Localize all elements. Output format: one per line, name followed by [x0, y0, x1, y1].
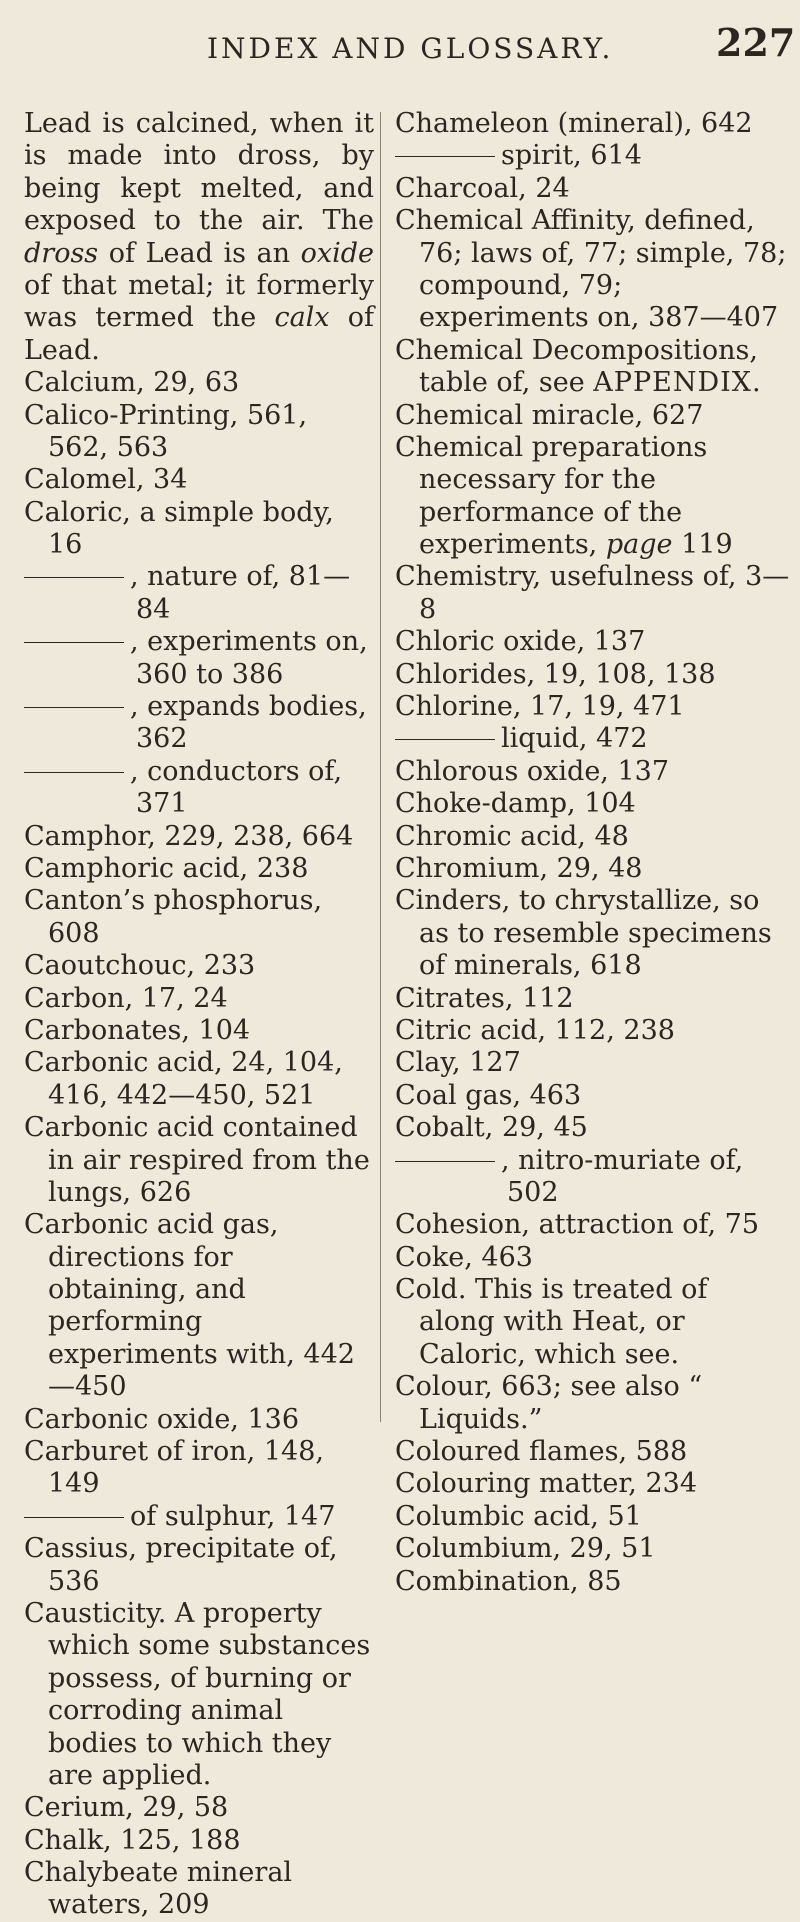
index-entry-cinders: Cinders, to chrystallize, so as to resemble specimens of minerals, 618 — [395, 885, 772, 982]
index-entry-carburet: Carburet of iron, 148, 149 — [24, 1436, 324, 1500]
entry-text: , experiments on, 360 to 386 — [130, 626, 368, 690]
index-entry-combination: Combination, 85 — [395, 1565, 622, 1597]
index-subentry-caloric-experiments — [24, 626, 374, 691]
index-entry-carbon: Carbon, 17, 24 — [24, 982, 228, 1014]
entry-text: , conductors of, 371 — [130, 755, 343, 820]
index-entry-cohesion: Cohesion, attraction of, 75 — [395, 1209, 760, 1241]
ditto-dash — [24, 707, 124, 708]
index-entry-camphoric: Camphoric acid, 238 — [24, 852, 309, 884]
index-entry-choke-damp: Choke-damp, 104 — [395, 788, 636, 820]
index-subentry-chlorine-liquid — [395, 723, 790, 755]
entry-term: page — [605, 529, 673, 561]
index-subentry-chameleon-spirit — [395, 140, 790, 172]
index-entry-chemical-miracle: Chemical miracle, 627 — [395, 399, 704, 431]
index-entry-calomel: Calomel, 34 — [24, 464, 188, 496]
index-entry-carbonic-gas: Carbonic acid gas, directions for obtaining, and performing experiments with, 442—450 — [24, 1209, 355, 1403]
entry-term: dross — [24, 237, 99, 269]
index-entry-chalybeate: Chalybeate mineral waters, 209 — [24, 1857, 293, 1921]
index-entry-clay: Clay, 127 — [395, 1047, 521, 1079]
entry-text: , nitro-muriate of, 502 — [501, 1144, 744, 1208]
index-entry-cobalt: Cobalt, 29, 45 — [395, 1112, 588, 1144]
index-entry-cerium: Cerium, 29, 58 — [24, 1792, 229, 1824]
column-divider — [380, 112, 381, 1422]
index-entry-citrates: Citrates, 112 — [395, 982, 574, 1014]
index-entry-caloric: Caloric, a simple body, 16 — [24, 496, 334, 561]
index-entry-chemical-affinity: Chemical Affinity, defined, 76; laws of, 77; simple, 78; compound, 79; experiments on, 387—407 — [395, 205, 787, 334]
ditto-dash — [395, 156, 495, 157]
index-entry-chromium: Chromium, 29, 48 — [395, 852, 643, 884]
index-subentry-caloric-expands — [24, 691, 374, 756]
index-subentry-carburet-sulphur — [24, 1501, 374, 1533]
entry-text: , nature of, 81—84 — [130, 561, 351, 625]
index-entry-canton: Canton’s phosphorus, 608 — [24, 885, 323, 949]
index-entry-calico: Calico-Printing, 561, 562, 563 — [24, 399, 308, 463]
entry-text: of Lead. — [24, 302, 374, 366]
index-entry-chromic: Chromic acid, 48 — [395, 820, 629, 852]
index-entry-chalk: Chalk, 125, 188 — [24, 1824, 241, 1856]
page-number: 227 — [716, 20, 796, 65]
index-entry-chameleon: Chameleon (mineral), 642 — [395, 108, 753, 139]
index-entry-coke: Coke, 463 — [395, 1241, 533, 1273]
index-entry-chemical-preparations — [395, 432, 790, 562]
index-entry-chlorine: Chlorine, 17, 19, 471 — [395, 691, 685, 723]
index-entry-cassius: Cassius, precipitate of, 536 — [24, 1533, 338, 1597]
entry-text: of sulphur, 147 — [130, 1500, 336, 1532]
ditto-dash — [395, 1161, 495, 1162]
entry-text: liquid, 472 — [501, 723, 648, 755]
index-entry-carbonic-oxide: Carbonic oxide, 136 — [24, 1403, 300, 1435]
index-entry-carbonates: Carbonates, 104 — [24, 1014, 251, 1046]
index-subentry-caloric-conductors — [24, 756, 374, 821]
index-entry-colour: Colour, 663; see also “ Liquids.” — [395, 1371, 703, 1435]
entry-text: spirit, 614 — [501, 140, 642, 172]
entry-text: Lead is calcined, when it is made into dross, by being kept melted, and exposed to the air. The — [24, 108, 374, 237]
entry-text: Chemical Decompositions, table of, see — [395, 334, 758, 399]
entry-reference: APPENDIX. — [593, 367, 762, 399]
ditto-dash — [24, 642, 124, 643]
index-entry-lead-calcined — [24, 108, 374, 367]
index-entry-chemical-decompositions — [395, 335, 790, 400]
index-entry-caoutchouc: Caoutchouc, 233 — [24, 950, 256, 982]
page-header — [0, 20, 800, 70]
ditto-dash — [24, 772, 124, 773]
entry-text: of that metal; it formerly was termed the — [24, 269, 374, 334]
index-entry-camphor: Camphor, 229, 238, 664 — [24, 820, 354, 852]
entry-text: 119 — [672, 529, 733, 561]
entry-text: of Lead is an — [98, 237, 301, 269]
index-entry-columbium: Columbium, 29, 51 — [395, 1533, 656, 1565]
index-entry-chemistry: Chemistry, usefulness of, 3—8 — [395, 561, 790, 625]
index-subentry-caloric-nature — [24, 561, 374, 626]
ditto-dash — [24, 577, 124, 578]
entry-term: calx — [274, 302, 330, 334]
index-entry-calcium: Calcium, 29, 63 — [24, 367, 240, 399]
running-head: INDEX AND GLOSSARY. — [207, 32, 614, 65]
index-entry-chloric: Chloric oxide, 137 — [395, 626, 646, 658]
left-column — [24, 108, 374, 1922]
index-entry-coal-gas: Coal gas, 463 — [395, 1079, 582, 1111]
index-entry-cold: Cold. This is treated of along with Heat, or Caloric, which see. — [395, 1274, 708, 1370]
ditto-dash — [24, 1517, 124, 1518]
index-entry-citric: Citric acid, 112, 238 — [395, 1014, 675, 1046]
index-entry-carbonic-acid: Carbonic acid, 24, 104, 416, 442—450, 521 — [24, 1047, 343, 1111]
entry-text: , expands bodies, 362 — [130, 691, 367, 755]
index-entry-causticity: Causticity. A property which some substances possess, of burning or corroding animal bodies to which they are applied. — [24, 1597, 371, 1791]
index-entry-colouring: Colouring matter, 234 — [395, 1468, 698, 1500]
index-entry-charcoal: Charcoal, 24 — [395, 172, 570, 204]
index-entry-chlorides: Chlorides, 19, 108, 138 — [395, 658, 716, 690]
index-subentry-cobalt-nitro — [395, 1145, 790, 1210]
ditto-dash — [395, 739, 495, 740]
entry-term: oxide — [300, 237, 374, 269]
entry-text: Chemical preparations necessary for the performance of the experiments, — [395, 431, 708, 561]
index-entry-carbonic-lungs: Carbonic acid contained in air respired from the lungs, 626 — [24, 1112, 370, 1208]
right-column — [395, 108, 790, 1598]
index-entry-coloured: Coloured flames, 588 — [395, 1436, 688, 1468]
index-entry-chlorous: Chlorous oxide, 137 — [395, 755, 670, 787]
index-entry-columbic: Columbic acid, 51 — [395, 1500, 642, 1532]
